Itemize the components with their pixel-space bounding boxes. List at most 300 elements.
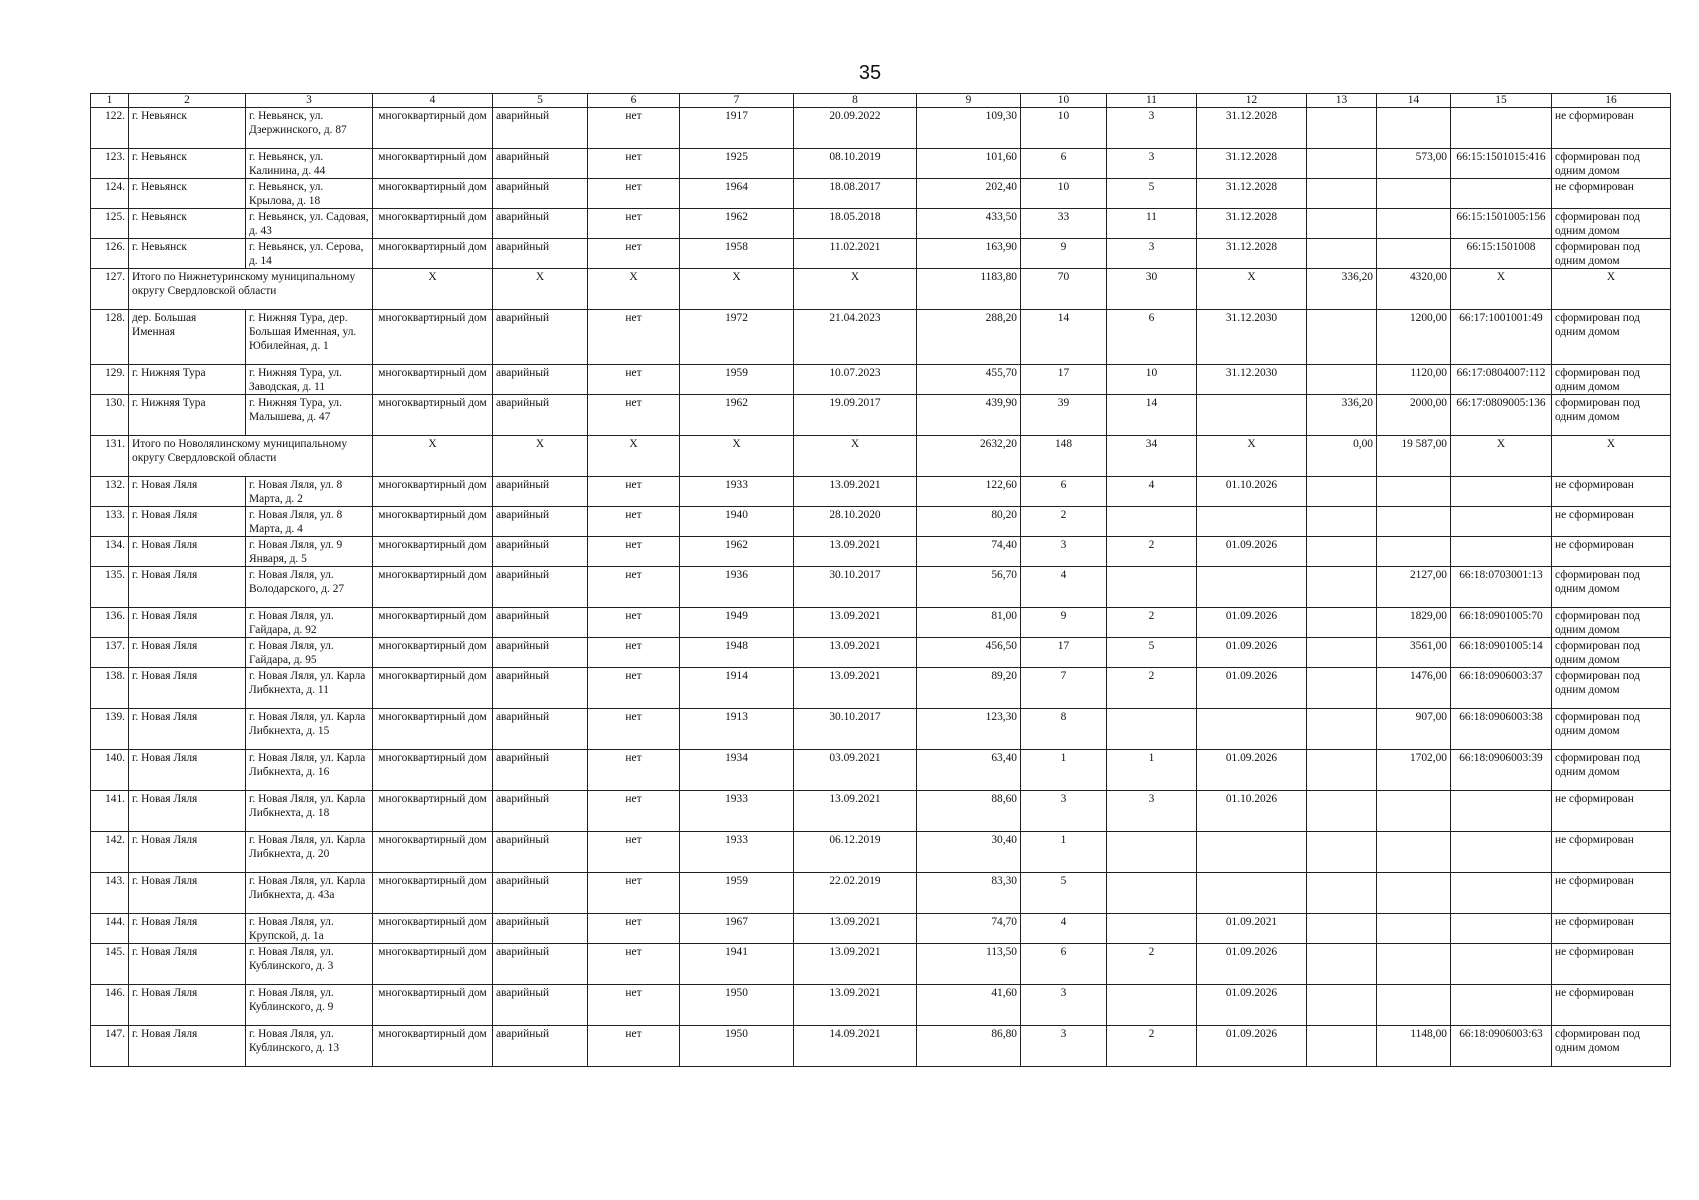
cell-col-5: аварийный xyxy=(493,395,588,436)
cell-col-7: X xyxy=(680,269,794,310)
cell-col-9: 113,50 xyxy=(917,944,1021,985)
table-row xyxy=(91,791,1671,832)
cell-col-10: 1 xyxy=(1021,750,1107,791)
column-header-6: 6 xyxy=(588,94,680,108)
cell-col-9: 56,70 xyxy=(917,567,1021,608)
cell-col-16: сформирован под одним домом xyxy=(1552,567,1671,608)
cell-col-9: 74,70 xyxy=(917,914,1021,944)
cell-col-11 xyxy=(1107,567,1197,608)
cell-col-1: 134. xyxy=(91,537,129,567)
cell-col-7: 1925 xyxy=(680,149,794,179)
cell-col-12: 01.09.2026 xyxy=(1197,668,1307,709)
cell-col-4: многоквартирный дом xyxy=(373,209,493,239)
cell-col-4: X xyxy=(373,436,493,477)
cell-col-13 xyxy=(1307,239,1377,269)
cell-col-11 xyxy=(1107,507,1197,537)
cell-col-1: 131. xyxy=(91,436,129,477)
cell-col-8: 19.09.2017 xyxy=(794,395,917,436)
cell-col-5: аварийный xyxy=(493,832,588,873)
cell-col-11: 11 xyxy=(1107,209,1197,239)
cell-col-15 xyxy=(1451,537,1552,567)
cell-col-9: 202,40 xyxy=(917,179,1021,209)
cell-col-16: сформирован под одним домом xyxy=(1552,668,1671,709)
cell-col-11: 6 xyxy=(1107,310,1197,365)
cell-col-3: г. Новая Ляля, ул. Карла Либкнехта, д. 15 xyxy=(246,709,373,750)
table-row xyxy=(91,608,1671,638)
cell-col-9: 81,00 xyxy=(917,608,1021,638)
cell-col-6: нет xyxy=(588,209,680,239)
cell-col-7: 1967 xyxy=(680,914,794,944)
cell-col-12: 31.12.2028 xyxy=(1197,149,1307,179)
cell-col-6: нет xyxy=(588,638,680,668)
cell-col-3: г. Новая Ляля, ул. Карла Либкнехта, д. 20 xyxy=(246,832,373,873)
column-header-3: 3 xyxy=(246,94,373,108)
cell-col-14: 2127,00 xyxy=(1377,567,1451,608)
cell-col-2: г. Невьянск xyxy=(129,239,246,269)
table-row xyxy=(91,179,1671,209)
cell-col-1: 145. xyxy=(91,944,129,985)
cell-col-1: 141. xyxy=(91,791,129,832)
cell-col-5: аварийный xyxy=(493,108,588,149)
cell-col-11: 4 xyxy=(1107,477,1197,507)
cell-col-2: г. Новая Ляля xyxy=(129,791,246,832)
cell-col-9: 101,60 xyxy=(917,149,1021,179)
cell-col-11: 2 xyxy=(1107,1026,1197,1067)
cell-col-9: 2632,20 xyxy=(917,436,1021,477)
column-header-9: 9 xyxy=(917,94,1021,108)
cell-col-7: 1914 xyxy=(680,668,794,709)
cell-col-6: X xyxy=(588,269,680,310)
cell-col-6: нет xyxy=(588,608,680,638)
cell-col-1: 129. xyxy=(91,365,129,395)
cell-col-15: 66:17:0804007:112 xyxy=(1451,365,1552,395)
cell-col-16: не сформирован xyxy=(1552,832,1671,873)
cell-col-7: 1959 xyxy=(680,365,794,395)
cell-col-13 xyxy=(1307,365,1377,395)
table-row xyxy=(91,668,1671,709)
cell-col-1: 147. xyxy=(91,1026,129,1067)
cell-col-3: г. Новая Ляля, ул. Карла Либкнехта, д. 16 xyxy=(246,750,373,791)
cell-col-7: 1917 xyxy=(680,108,794,149)
cell-col-2: г. Новая Ляля xyxy=(129,750,246,791)
cell-col-4: многоквартирный дом xyxy=(373,149,493,179)
cell-col-14: 573,00 xyxy=(1377,149,1451,179)
column-header-16: 16 xyxy=(1552,94,1671,108)
cell-col-8: 20.09.2022 xyxy=(794,108,917,149)
cell-col-9: 30,40 xyxy=(917,832,1021,873)
cell-col-14 xyxy=(1377,944,1451,985)
cell-col-1: 139. xyxy=(91,709,129,750)
cell-col-4: X xyxy=(373,269,493,310)
cell-col-3: г. Новая Ляля, ул. 8 Марта, д. 4 xyxy=(246,507,373,537)
cell-col-15: 66:15:1501008 xyxy=(1451,239,1552,269)
cell-col-14: 4320,00 xyxy=(1377,269,1451,310)
cell-col-16: не сформирован xyxy=(1552,985,1671,1026)
cell-col-7: 1941 xyxy=(680,944,794,985)
cell-col-7: 1962 xyxy=(680,209,794,239)
column-header-8: 8 xyxy=(794,94,917,108)
cell-col-14: 1148,00 xyxy=(1377,1026,1451,1067)
page-number: 35 xyxy=(858,62,882,84)
cell-col-7: 1950 xyxy=(680,1026,794,1067)
cell-col-1: 127. xyxy=(91,269,129,310)
cell-col-6: X xyxy=(588,436,680,477)
cell-col-14 xyxy=(1377,108,1451,149)
cell-col-15: 66:18:0703001:13 xyxy=(1451,567,1552,608)
cell-col-6: нет xyxy=(588,791,680,832)
cell-col-1: 123. xyxy=(91,149,129,179)
column-number-row xyxy=(91,94,1671,108)
cell-col-7: 1940 xyxy=(680,507,794,537)
cell-col-12: 01.09.2026 xyxy=(1197,608,1307,638)
cell-col-13 xyxy=(1307,1026,1377,1067)
cell-col-1: 132. xyxy=(91,477,129,507)
cell-col-14: 1702,00 xyxy=(1377,750,1451,791)
cell-col-10: 3 xyxy=(1021,985,1107,1026)
cell-col-7: 1933 xyxy=(680,832,794,873)
table-row xyxy=(91,365,1671,395)
cell-col-11: 3 xyxy=(1107,108,1197,149)
cell-col-5: аварийный xyxy=(493,365,588,395)
table-row xyxy=(91,436,1671,477)
cell-col-16: не сформирован xyxy=(1552,791,1671,832)
cell-col-13 xyxy=(1307,608,1377,638)
cell-col-5: аварийный xyxy=(493,310,588,365)
cell-col-1: 133. xyxy=(91,507,129,537)
cell-col-8: 13.09.2021 xyxy=(794,914,917,944)
cell-col-6: нет xyxy=(588,750,680,791)
cell-col-3: г. Новая Ляля, ул. Гайдара, д. 92 xyxy=(246,608,373,638)
cell-col-14 xyxy=(1377,791,1451,832)
cell-col-14 xyxy=(1377,477,1451,507)
cell-col-15 xyxy=(1451,108,1552,149)
cell-col-9: 288,20 xyxy=(917,310,1021,365)
cell-col-2: Итого по Новолялинскому муниципальному округу Свердловской области xyxy=(129,436,373,477)
cell-col-9: 122,60 xyxy=(917,477,1021,507)
cell-col-13 xyxy=(1307,149,1377,179)
cell-col-3: г. Новая Ляля, ул. 8 Марта, д. 2 xyxy=(246,477,373,507)
cell-col-11 xyxy=(1107,709,1197,750)
cell-col-12: 01.09.2026 xyxy=(1197,985,1307,1026)
cell-col-15 xyxy=(1451,179,1552,209)
cell-col-7: 1962 xyxy=(680,537,794,567)
cell-col-7: 1964 xyxy=(680,179,794,209)
cell-col-12: 31.12.2028 xyxy=(1197,209,1307,239)
cell-col-8: 13.09.2021 xyxy=(794,944,917,985)
column-header-10: 10 xyxy=(1021,94,1107,108)
cell-col-13 xyxy=(1307,477,1377,507)
table-row xyxy=(91,537,1671,567)
table-row xyxy=(91,149,1671,179)
column-header-13: 13 xyxy=(1307,94,1377,108)
cell-col-12: 01.09.2026 xyxy=(1197,1026,1307,1067)
cell-col-1: 122. xyxy=(91,108,129,149)
cell-col-4: многоквартирный дом xyxy=(373,310,493,365)
cell-col-9: 455,70 xyxy=(917,365,1021,395)
table-row xyxy=(91,832,1671,873)
cell-col-5: аварийный xyxy=(493,507,588,537)
cell-col-2: г. Новая Ляля xyxy=(129,873,246,914)
cell-col-12: X xyxy=(1197,269,1307,310)
cell-col-11: 5 xyxy=(1107,179,1197,209)
cell-col-3: г. Нижняя Тура, ул. Заводская, д. 11 xyxy=(246,365,373,395)
cell-col-16: сформирован под одним домом xyxy=(1552,638,1671,668)
cell-col-3: г. Невьянск, ул. Дзержинского, д. 87 xyxy=(246,108,373,149)
cell-col-9: 63,40 xyxy=(917,750,1021,791)
cell-col-3: г. Нижняя Тура, ул. Малышева, д. 47 xyxy=(246,395,373,436)
table-row xyxy=(91,209,1671,239)
cell-col-8: 28.10.2020 xyxy=(794,507,917,537)
cell-col-6: нет xyxy=(588,873,680,914)
cell-col-3: г. Новая Ляля, ул. Карла Либкнехта, д. 11 xyxy=(246,668,373,709)
cell-col-10: 5 xyxy=(1021,873,1107,914)
cell-col-10: 148 xyxy=(1021,436,1107,477)
cell-col-16: сформирован под одним домом xyxy=(1552,709,1671,750)
cell-col-4: многоквартирный дом xyxy=(373,567,493,608)
cell-col-13 xyxy=(1307,310,1377,365)
cell-col-16: не сформирован xyxy=(1552,537,1671,567)
cell-col-7: 1948 xyxy=(680,638,794,668)
cell-col-4: многоквартирный дом xyxy=(373,239,493,269)
cell-col-10: 6 xyxy=(1021,477,1107,507)
cell-col-2: г. Новая Ляля xyxy=(129,832,246,873)
cell-col-15: 66:18:0906003:63 xyxy=(1451,1026,1552,1067)
cell-col-12 xyxy=(1197,567,1307,608)
table-row xyxy=(91,985,1671,1026)
cell-col-8: 13.09.2021 xyxy=(794,791,917,832)
cell-col-3: г. Невьянск, ул. Серова, д. 14 xyxy=(246,239,373,269)
cell-col-9: 41,60 xyxy=(917,985,1021,1026)
cell-col-10: 3 xyxy=(1021,1026,1107,1067)
cell-col-5: X xyxy=(493,436,588,477)
cell-col-12 xyxy=(1197,873,1307,914)
cell-col-5: аварийный xyxy=(493,179,588,209)
housing-registry-table xyxy=(90,93,1671,1067)
cell-col-9: 80,20 xyxy=(917,507,1021,537)
cell-col-1: 138. xyxy=(91,668,129,709)
cell-col-3: г. Новая Ляля, ул. Карла Либкнехта, д. 18 xyxy=(246,791,373,832)
cell-col-16: не сформирован xyxy=(1552,944,1671,985)
cell-col-14: 2000,00 xyxy=(1377,395,1451,436)
cell-col-16: сформирован под одним домом xyxy=(1552,1026,1671,1067)
cell-col-4: многоквартирный дом xyxy=(373,365,493,395)
cell-col-12 xyxy=(1197,832,1307,873)
cell-col-10: 3 xyxy=(1021,537,1107,567)
column-header-14: 14 xyxy=(1377,94,1451,108)
cell-col-7: 1934 xyxy=(680,750,794,791)
cell-col-16: сформирован под одним домом xyxy=(1552,209,1671,239)
cell-col-1: 137. xyxy=(91,638,129,668)
cell-col-16: X xyxy=(1552,436,1671,477)
cell-col-1: 136. xyxy=(91,608,129,638)
cell-col-10: 8 xyxy=(1021,709,1107,750)
cell-col-9: 86,80 xyxy=(917,1026,1021,1067)
cell-col-12: 31.12.2028 xyxy=(1197,108,1307,149)
cell-col-2: г. Нижняя Тура xyxy=(129,395,246,436)
table-row xyxy=(91,239,1671,269)
cell-col-5: аварийный xyxy=(493,638,588,668)
cell-col-16: сформирован под одним домом xyxy=(1552,365,1671,395)
column-header-11: 11 xyxy=(1107,94,1197,108)
cell-col-12 xyxy=(1197,395,1307,436)
cell-col-7: X xyxy=(680,436,794,477)
cell-col-2: г. Новая Ляля xyxy=(129,507,246,537)
cell-col-13 xyxy=(1307,668,1377,709)
cell-col-9: 74,40 xyxy=(917,537,1021,567)
cell-col-3: г. Нижняя Тура, дер. Большая Именная, ул. Юбилейная, д. 1 xyxy=(246,310,373,365)
cell-col-16: сформирован под одним домом xyxy=(1552,239,1671,269)
cell-col-9: 1183,80 xyxy=(917,269,1021,310)
cell-col-3: г. Новая Ляля, ул. Володарского, д. 27 xyxy=(246,567,373,608)
cell-col-16: сформирован под одним домом xyxy=(1552,608,1671,638)
cell-col-3: г. Новая Ляля, ул. 9 Января, д. 5 xyxy=(246,537,373,567)
cell-col-14 xyxy=(1377,179,1451,209)
column-header-4: 4 xyxy=(373,94,493,108)
cell-col-5: аварийный xyxy=(493,567,588,608)
cell-col-1: 125. xyxy=(91,209,129,239)
cell-col-12: 31.12.2028 xyxy=(1197,179,1307,209)
cell-col-8: 18.08.2017 xyxy=(794,179,917,209)
cell-col-6: нет xyxy=(588,567,680,608)
cell-col-8: 13.09.2021 xyxy=(794,668,917,709)
cell-col-5: аварийный xyxy=(493,914,588,944)
cell-col-10: 39 xyxy=(1021,395,1107,436)
cell-col-1: 126. xyxy=(91,239,129,269)
cell-col-2: г. Новая Ляля xyxy=(129,944,246,985)
column-header-5: 5 xyxy=(493,94,588,108)
cell-col-10: 1 xyxy=(1021,832,1107,873)
cell-col-5: аварийный xyxy=(493,668,588,709)
cell-col-10: 17 xyxy=(1021,638,1107,668)
cell-col-16: сформирован под одним домом xyxy=(1552,310,1671,365)
cell-col-15 xyxy=(1451,832,1552,873)
cell-col-12: 01.09.2026 xyxy=(1197,944,1307,985)
cell-col-3: г. Новая Ляля, ул. Кублинского, д. 9 xyxy=(246,985,373,1026)
cell-col-8: 03.09.2021 xyxy=(794,750,917,791)
cell-col-1: 140. xyxy=(91,750,129,791)
cell-col-10: 6 xyxy=(1021,149,1107,179)
cell-col-15: 66:15:1501005:156 xyxy=(1451,209,1552,239)
cell-col-5: аварийный xyxy=(493,1026,588,1067)
cell-col-13 xyxy=(1307,108,1377,149)
cell-col-4: многоквартирный дом xyxy=(373,750,493,791)
cell-col-16: не сформирован xyxy=(1552,477,1671,507)
cell-col-2: г. Новая Ляля xyxy=(129,1026,246,1067)
cell-col-4: многоквартирный дом xyxy=(373,1026,493,1067)
cell-col-14: 1476,00 xyxy=(1377,668,1451,709)
cell-col-6: нет xyxy=(588,108,680,149)
cell-col-1: 124. xyxy=(91,179,129,209)
cell-col-4: многоквартирный дом xyxy=(373,668,493,709)
cell-col-15 xyxy=(1451,791,1552,832)
cell-col-6: нет xyxy=(588,477,680,507)
cell-col-2: г. Новая Ляля xyxy=(129,668,246,709)
cell-col-10: 4 xyxy=(1021,914,1107,944)
cell-col-2: г. Невьянск xyxy=(129,149,246,179)
cell-col-5: аварийный xyxy=(493,709,588,750)
cell-col-11: 3 xyxy=(1107,791,1197,832)
cell-col-13 xyxy=(1307,914,1377,944)
cell-col-15: 66:18:0906003:39 xyxy=(1451,750,1552,791)
cell-col-4: многоквартирный дом xyxy=(373,638,493,668)
table-row xyxy=(91,873,1671,914)
table-row xyxy=(91,310,1671,365)
cell-col-14: 1829,00 xyxy=(1377,608,1451,638)
cell-col-3: г. Новая Ляля, ул. Гайдара, д. 95 xyxy=(246,638,373,668)
cell-col-8: 22.02.2019 xyxy=(794,873,917,914)
cell-col-8: X xyxy=(794,269,917,310)
cell-col-10: 6 xyxy=(1021,944,1107,985)
column-header-12: 12 xyxy=(1197,94,1307,108)
cell-col-13 xyxy=(1307,507,1377,537)
cell-col-14 xyxy=(1377,985,1451,1026)
cell-col-15: 66:18:0906003:38 xyxy=(1451,709,1552,750)
cell-col-3: г. Невьянск, ул. Калинина, д. 44 xyxy=(246,149,373,179)
table-row xyxy=(91,477,1671,507)
cell-col-14 xyxy=(1377,873,1451,914)
cell-col-4: многоквартирный дом xyxy=(373,709,493,750)
cell-col-9: 456,50 xyxy=(917,638,1021,668)
cell-col-8: 30.10.2017 xyxy=(794,709,917,750)
cell-col-11: 30 xyxy=(1107,269,1197,310)
table-row xyxy=(91,108,1671,149)
cell-col-13 xyxy=(1307,567,1377,608)
cell-col-5: аварийный xyxy=(493,537,588,567)
cell-col-5: аварийный xyxy=(493,608,588,638)
cell-col-12: 31.12.2030 xyxy=(1197,365,1307,395)
cell-col-8: X xyxy=(794,436,917,477)
cell-col-4: многоквартирный дом xyxy=(373,873,493,914)
table-row xyxy=(91,269,1671,310)
cell-col-7: 1936 xyxy=(680,567,794,608)
cell-col-3: г. Новая Ляля, ул. Кублинского, д. 3 xyxy=(246,944,373,985)
cell-col-6: нет xyxy=(588,914,680,944)
cell-col-3: г. Новая Ляля, ул. Карла Либкнехта, д. 43а xyxy=(246,873,373,914)
cell-col-2: г. Новая Ляля xyxy=(129,567,246,608)
cell-col-12: 01.10.2026 xyxy=(1197,791,1307,832)
cell-col-9: 433,50 xyxy=(917,209,1021,239)
cell-col-15 xyxy=(1451,914,1552,944)
table-row xyxy=(91,567,1671,608)
cell-col-10: 9 xyxy=(1021,239,1107,269)
cell-col-10: 17 xyxy=(1021,365,1107,395)
cell-col-8: 10.07.2023 xyxy=(794,365,917,395)
cell-col-12: 01.09.2026 xyxy=(1197,537,1307,567)
cell-col-6: нет xyxy=(588,149,680,179)
cell-col-15: 66:18:0901005:14 xyxy=(1451,638,1552,668)
cell-col-5: аварийный xyxy=(493,791,588,832)
cell-col-2: г. Новая Ляля xyxy=(129,985,246,1026)
cell-col-11: 2 xyxy=(1107,608,1197,638)
cell-col-6: нет xyxy=(588,239,680,269)
cell-col-7: 1933 xyxy=(680,791,794,832)
cell-col-1: 143. xyxy=(91,873,129,914)
table-row xyxy=(91,750,1671,791)
cell-col-16: не сформирован xyxy=(1552,873,1671,914)
cell-col-14 xyxy=(1377,537,1451,567)
cell-col-3: г. Новая Ляля, ул. Кублинского, д. 13 xyxy=(246,1026,373,1067)
cell-col-3: г. Новая Ляля, ул. Крупской, д. 1а xyxy=(246,914,373,944)
cell-col-15: 66:17:0809005:136 xyxy=(1451,395,1552,436)
cell-col-4: многоквартирный дом xyxy=(373,108,493,149)
cell-col-12: X xyxy=(1197,436,1307,477)
cell-col-14 xyxy=(1377,832,1451,873)
cell-col-4: многоквартирный дом xyxy=(373,537,493,567)
cell-col-3: г. Невьянск, ул. Крылова, д. 18 xyxy=(246,179,373,209)
cell-col-13 xyxy=(1307,209,1377,239)
cell-col-2: г. Невьянск xyxy=(129,179,246,209)
cell-col-13 xyxy=(1307,537,1377,567)
